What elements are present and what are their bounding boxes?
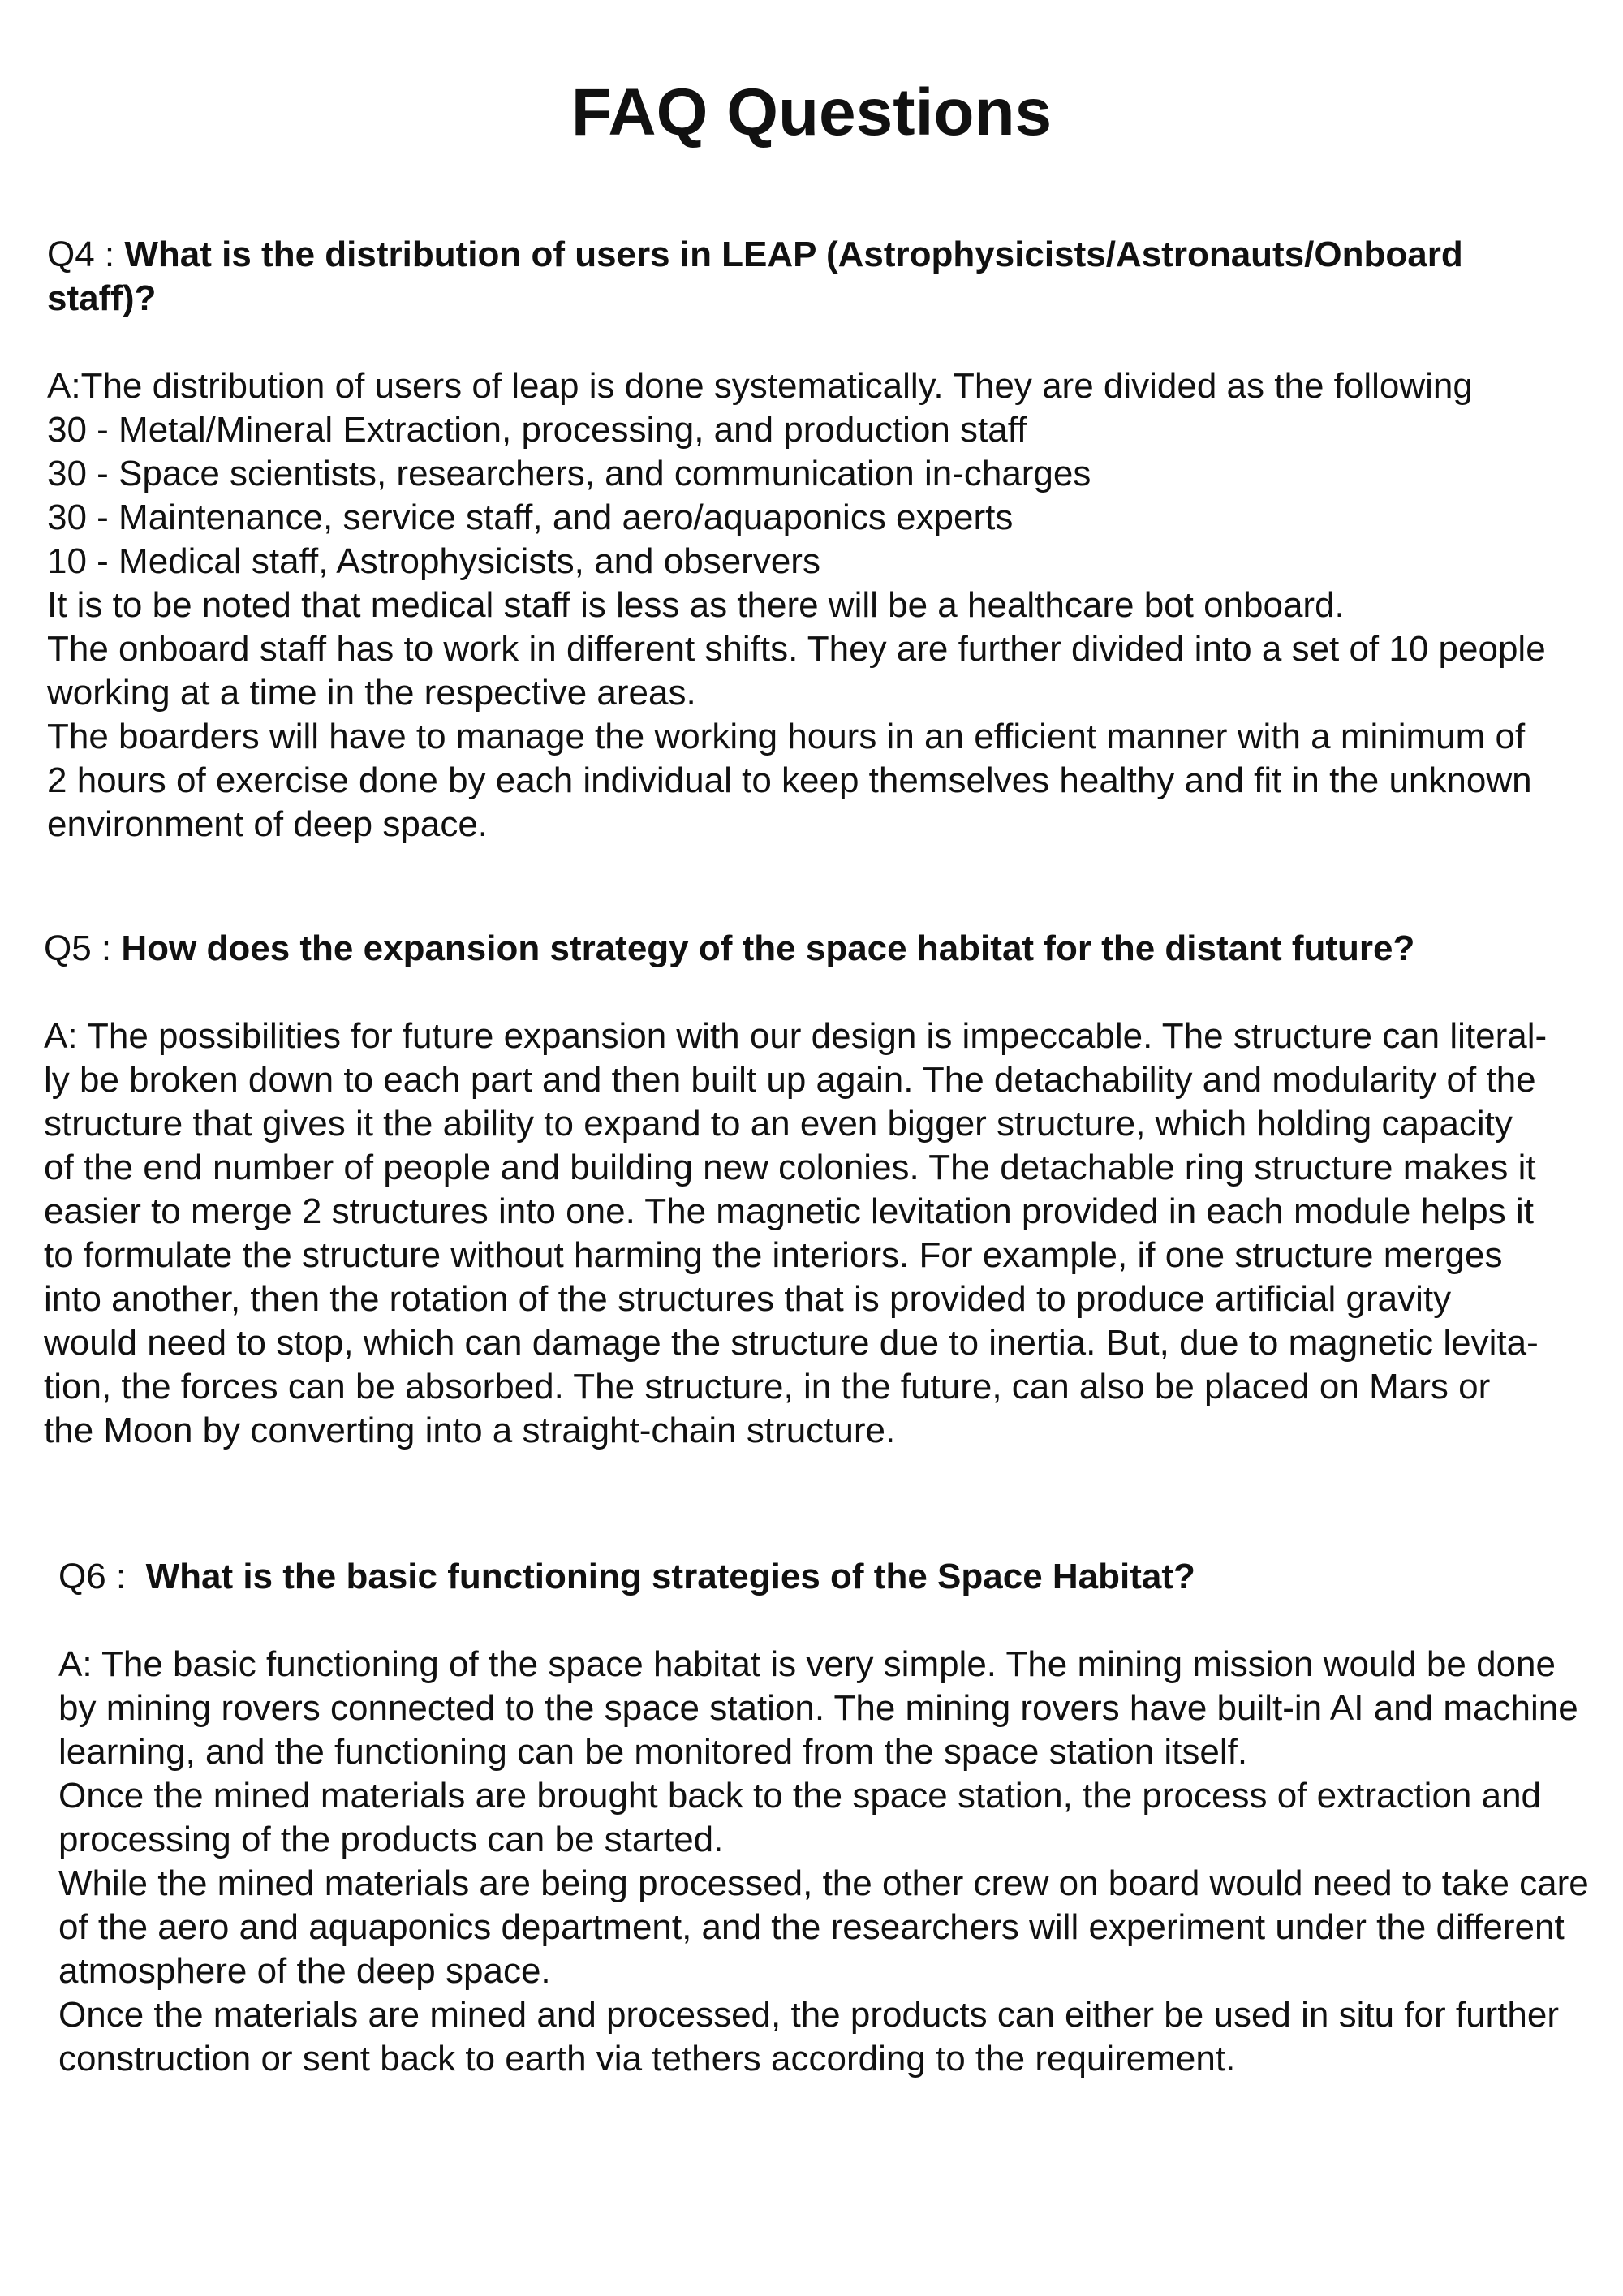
faq-question xyxy=(58,1555,1600,1599)
question-label: Q6 : xyxy=(58,1557,146,1596)
answer-line: A: The possibilities for future expansion with our design is impeccable. The structure can literal- xyxy=(44,1016,1548,1056)
answer-line: It is to be noted that medical staff is less as there will be a healthcare bot onboard. xyxy=(47,585,1345,625)
page-title: FAQ Questions xyxy=(570,75,1053,149)
answer-line: construction or sent back to earth via tethers according to the requirement. xyxy=(58,2039,1236,2078)
answer-line: environment of deep space. xyxy=(47,804,489,844)
answer-line: A:The distribution of users of leap is done systematically. They are divided as the following xyxy=(47,366,1473,406)
answer-line: A: The basic functioning of the space habitat is very simple. The mining mission would be done xyxy=(58,1644,1556,1684)
faq-answer xyxy=(47,364,1589,846)
answer-line: ly be broken down to each part and then built up again. The detachability and modularity of the xyxy=(44,1060,1536,1100)
answer-line: working at a time in the respective areas. xyxy=(47,673,696,713)
answer-line: of the end number of people and building new colonies. The detachable ring structure makes it xyxy=(44,1148,1536,1187)
answer-line: by mining rovers connected to the space station. The mining rovers have built-in AI and machine xyxy=(58,1688,1578,1728)
answer-line: 30 - Space scientists, researchers, and communication in-charges xyxy=(47,454,1091,493)
answer-line: structure that gives it the ability to expand to an even bigger structure, which holding capacity xyxy=(44,1104,1513,1144)
question-text: How does the expansion strategy of the space habitat for the distant future? xyxy=(121,928,1415,968)
question-text: What is the distribution of users in LEAP (Astrophysicists/Astronauts/Onboard xyxy=(124,235,1463,274)
answer-line: the Moon by converting into a straight-chain structure. xyxy=(44,1411,896,1450)
answer-line: Once the mined materials are brought back to the space station, the process of extraction and xyxy=(58,1776,1542,1816)
answer-line: 30 - Maintenance, service staff, and aero/aquaponics experts xyxy=(47,498,1014,537)
answer-line: to formulate the structure without harming the interiors. For example, if one structure merges xyxy=(44,1235,1503,1275)
answer-line: 2 hours of exercise done by each individual to keep themselves healthy and fit in the unknown xyxy=(47,760,1532,800)
answer-line: easier to merge 2 structures into one. The magnetic levitation provided in each module helps it xyxy=(44,1191,1534,1231)
answer-line: 10 - Medical staff, Astrophysicists, and observers xyxy=(47,541,820,581)
question-text: staff)? xyxy=(47,278,157,318)
question-text: What is the basic functioning strategies of the Space Habitat? xyxy=(145,1557,1195,1596)
answer-line: The boarders will have to manage the working hours in an efficient manner with a minimum of xyxy=(47,717,1526,756)
question-label: Q5 : xyxy=(44,928,122,968)
answer-line: of the aero and aquaponics department, and the researchers will experiment under the different xyxy=(58,1907,1565,1947)
answer-line: tion, the forces can be absorbed. The structure, in the future, can also be placed on Mars or xyxy=(44,1367,1491,1406)
answer-line: learning, and the functioning can be monitored from the space station itself. xyxy=(58,1732,1248,1772)
answer-line: The onboard staff has to work in different shifts. They are further divided into a set of 10 people xyxy=(47,629,1546,669)
question-label: Q4 : xyxy=(47,235,125,274)
answer-line: Once the materials are mined and processed, the products can either be used in situ for further xyxy=(58,1995,1560,2035)
faq-question xyxy=(44,927,1586,971)
answer-line: into another, then the rotation of the structures that is provided to produce artificial gravity xyxy=(44,1279,1452,1319)
faq-item-q6 xyxy=(58,1555,1600,2081)
faq-item-q4 xyxy=(47,233,1589,846)
answer-line: While the mined materials are being processed, the other crew on board would need to take care xyxy=(58,1863,1589,1903)
answer-line: atmosphere of the deep space. xyxy=(58,1951,551,1991)
answer-line: processing of the products can be started. xyxy=(58,1820,724,1859)
faq-question xyxy=(47,233,1589,321)
answer-line: would need to stop, which can damage the structure due to inertia. But, due to magnetic levita- xyxy=(44,1323,1539,1363)
faq-item-q5 xyxy=(44,927,1586,1453)
answer-line: 30 - Metal/Mineral Extraction, processing, and production staff xyxy=(47,410,1027,450)
faq-answer xyxy=(44,1014,1586,1453)
faq-answer xyxy=(58,1643,1600,2081)
